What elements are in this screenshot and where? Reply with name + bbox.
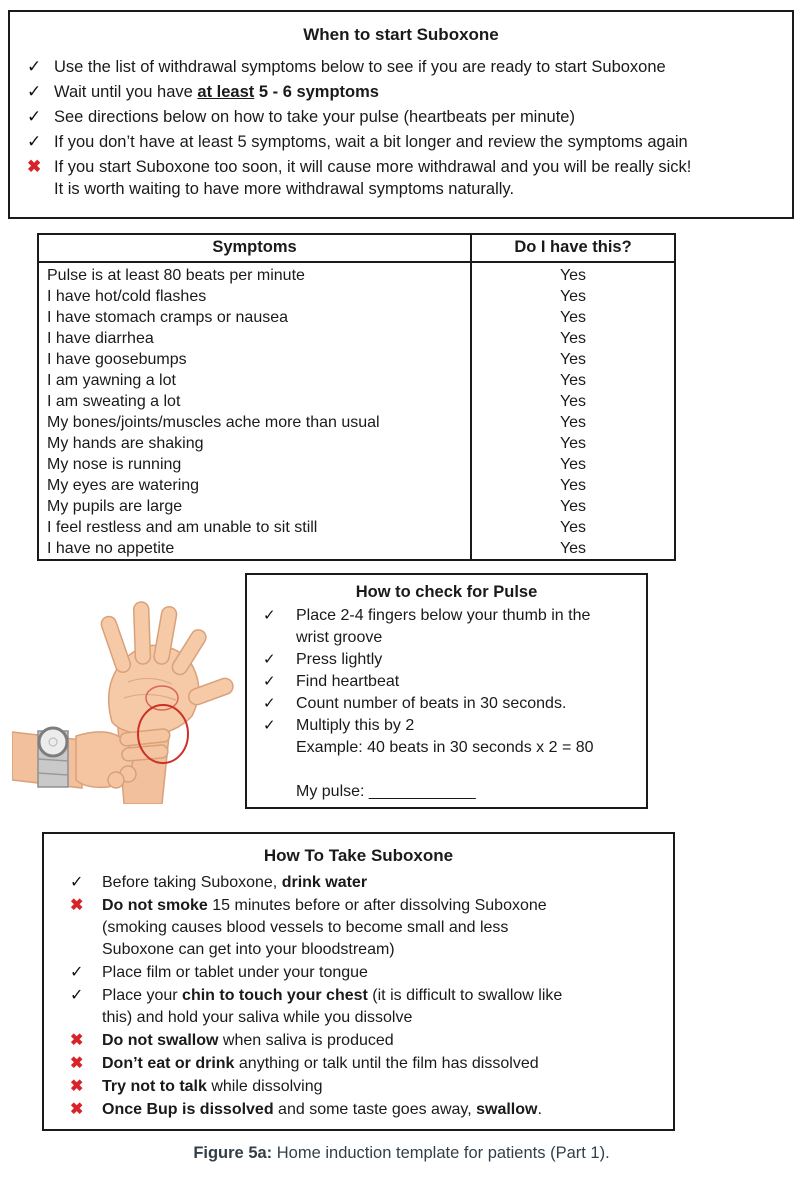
table-row bbox=[38, 496, 675, 517]
symptoms-table bbox=[37, 233, 676, 561]
symptom-cell: I have goosebumps bbox=[38, 349, 471, 370]
bullet-item bbox=[27, 156, 782, 200]
cross-icon: ✖ bbox=[27, 157, 42, 176]
check-icon: ✓ bbox=[263, 717, 276, 734]
take-suboxone-box bbox=[42, 832, 675, 1131]
bullet-text: Find heartbeat bbox=[296, 673, 400, 690]
bullet-text: Multiply this by 2 Example: 40 beats in 30 seconds x 2 = 80 bbox=[296, 717, 594, 756]
symptom-cell: I have diarrhea bbox=[38, 328, 471, 349]
table-row bbox=[38, 286, 675, 307]
when-to-start-box bbox=[8, 10, 794, 219]
bullet-item bbox=[27, 131, 782, 153]
answer-cell: Yes bbox=[559, 540, 587, 557]
check-icon: ✓ bbox=[70, 987, 84, 1004]
figure-caption-text: Home induction template for patients (Part 1). bbox=[272, 1144, 610, 1162]
bullet-item bbox=[70, 1076, 665, 1098]
check-icon: ✓ bbox=[27, 82, 42, 101]
answer-cell: Yes bbox=[559, 309, 587, 326]
symptom-cell: I am sweating a lot bbox=[38, 391, 471, 412]
symptoms-column-header: Symptoms bbox=[38, 234, 471, 262]
table-row bbox=[38, 391, 675, 412]
bullet-text: Before taking Suboxone, drink water bbox=[102, 874, 368, 891]
symptom-cell: I have stomach cramps or nausea bbox=[38, 307, 471, 328]
table-row bbox=[38, 454, 675, 475]
answer-cell: Yes bbox=[559, 393, 587, 410]
bullet-item bbox=[70, 895, 665, 961]
figure-caption bbox=[0, 1144, 803, 1163]
figure-caption-label: Figure 5a: bbox=[193, 1144, 273, 1162]
answer-cell: Yes bbox=[559, 456, 587, 473]
bullet-item bbox=[70, 1053, 665, 1075]
table-row bbox=[38, 349, 675, 370]
pulse-box-bullet-list bbox=[247, 605, 646, 803]
answer-cell: Yes bbox=[559, 267, 587, 284]
answer-cell: Yes bbox=[559, 519, 587, 536]
when-box-bullet-list bbox=[10, 56, 792, 200]
bullet-item bbox=[263, 693, 638, 715]
symptoms-table-header bbox=[38, 234, 675, 262]
symptom-cell: My pupils are large bbox=[38, 496, 471, 517]
bullet-text: Press lightly bbox=[296, 651, 383, 668]
bullet-text: Once Bup is dissolved and some taste goes away, swallow. bbox=[102, 1101, 542, 1118]
cross-icon: ✖ bbox=[70, 1055, 84, 1072]
pulse-check-box bbox=[245, 573, 648, 809]
check-icon: ✓ bbox=[27, 57, 42, 76]
pulse-box-title: How to check for Pulse bbox=[355, 583, 538, 601]
symptom-cell: I have hot/cold flashes bbox=[38, 286, 471, 307]
check-icon: ✓ bbox=[263, 651, 276, 668]
bullet-item bbox=[263, 715, 638, 759]
bullet-item bbox=[70, 872, 665, 894]
cross-icon: ✖ bbox=[70, 1032, 84, 1049]
bullet-text: Use the list of withdrawal symptoms below to see if you are ready to start Suboxone bbox=[54, 58, 666, 76]
answer-cell: Yes bbox=[559, 288, 587, 305]
bullet-item bbox=[263, 605, 638, 649]
cross-icon: ✖ bbox=[70, 1101, 84, 1118]
symptom-cell: I am yawning a lot bbox=[38, 370, 471, 391]
answer-cell: Yes bbox=[559, 477, 587, 494]
bullet-item bbox=[263, 781, 638, 803]
symptom-cell: My eyes are watering bbox=[38, 475, 471, 496]
table-row bbox=[38, 412, 675, 433]
answer-column-header: Do I have this? bbox=[471, 234, 675, 262]
bullet-text: Wait until you have at least 5 - 6 symptoms bbox=[54, 83, 379, 101]
symptom-cell: I have no appetite bbox=[38, 538, 471, 560]
symptoms-table-body bbox=[38, 262, 675, 560]
answer-cell: Yes bbox=[559, 435, 587, 452]
table-row bbox=[38, 328, 675, 349]
bullet-text: Do not smoke 15 minutes before or after dissolving Suboxone (smoking causes blood vessels to become small and less Suboxone can get into your bloodstream) bbox=[102, 897, 547, 958]
bullet-item bbox=[27, 56, 782, 78]
pulse-check-image bbox=[12, 590, 234, 804]
header-row bbox=[38, 234, 675, 262]
answer-cell: Yes bbox=[559, 498, 587, 515]
bullet-text: Don’t eat or drink anything or talk until the film has dissolved bbox=[102, 1055, 539, 1072]
bullet-text: Place film or tablet under your tongue bbox=[102, 964, 368, 981]
check-icon: ✓ bbox=[70, 874, 84, 891]
table-row bbox=[38, 538, 675, 560]
symptom-cell: My hands are shaking bbox=[38, 433, 471, 454]
table-row bbox=[38, 307, 675, 328]
check-icon: ✓ bbox=[27, 107, 42, 126]
bullet-text: Do not swallow when saliva is produced bbox=[102, 1032, 394, 1049]
check-icon: ✓ bbox=[263, 673, 276, 690]
answer-cell: Yes bbox=[559, 372, 587, 389]
check-icon: ✓ bbox=[263, 695, 276, 712]
check-icon: ✓ bbox=[263, 607, 276, 624]
answer-cell: Yes bbox=[559, 330, 587, 347]
wrist-pulse-illustration bbox=[12, 590, 234, 804]
answer-cell: Yes bbox=[559, 351, 587, 368]
bullet-text: Count number of beats in 30 seconds. bbox=[296, 695, 567, 712]
bullet-text: See directions below on how to take your pulse (heartbeats per minute) bbox=[54, 108, 575, 126]
table-row bbox=[38, 517, 675, 538]
check-icon: ✓ bbox=[70, 964, 84, 981]
table-row bbox=[38, 475, 675, 496]
bullet-text: Place your chin to touch your chest (it is difficult to swallow like this) and hold your saliva while you dissolve bbox=[102, 987, 563, 1026]
when-box-title: When to start Suboxone bbox=[303, 25, 499, 44]
bullet-item bbox=[263, 671, 638, 693]
bullet-text: If you don’t have at least 5 symptoms, wait a bit longer and review the symptoms again bbox=[54, 133, 688, 151]
symptom-cell: Pulse is at least 80 beats per minute bbox=[38, 262, 471, 286]
table-row bbox=[38, 262, 675, 286]
check-icon: ✓ bbox=[27, 132, 42, 151]
symptom-cell: I feel restless and am unable to sit still bbox=[38, 517, 471, 538]
bullet-item bbox=[263, 649, 638, 671]
table-row bbox=[38, 433, 675, 454]
bullet-item bbox=[27, 81, 782, 103]
answer-cell: Yes bbox=[559, 414, 587, 431]
take-box-bullet-list bbox=[44, 872, 673, 1121]
bullet-text: Place 2-4 fingers below your thumb in the wrist groove bbox=[296, 607, 591, 646]
cross-icon: ✖ bbox=[70, 897, 84, 914]
bullet-text: If you start Suboxone too soon, it will cause more withdrawal and you will be really sick! It is worth waiting to have more withdrawal symptoms naturally. bbox=[54, 158, 692, 198]
bullet-item bbox=[70, 962, 665, 984]
bullet-item bbox=[70, 985, 665, 1029]
cross-icon: ✖ bbox=[70, 1078, 84, 1095]
bullet-text: Try not to talk while dissolving bbox=[102, 1078, 323, 1095]
take-box-title: How To Take Suboxone bbox=[263, 846, 454, 865]
bullet-item bbox=[70, 1099, 665, 1121]
bullet-item bbox=[70, 1030, 665, 1052]
symptom-cell: My nose is running bbox=[38, 454, 471, 475]
table-row bbox=[38, 370, 675, 391]
bullet-text: My pulse: ____________ bbox=[296, 783, 476, 800]
symptom-cell: My bones/joints/muscles ache more than usual bbox=[38, 412, 471, 433]
bullet-item bbox=[27, 106, 782, 128]
